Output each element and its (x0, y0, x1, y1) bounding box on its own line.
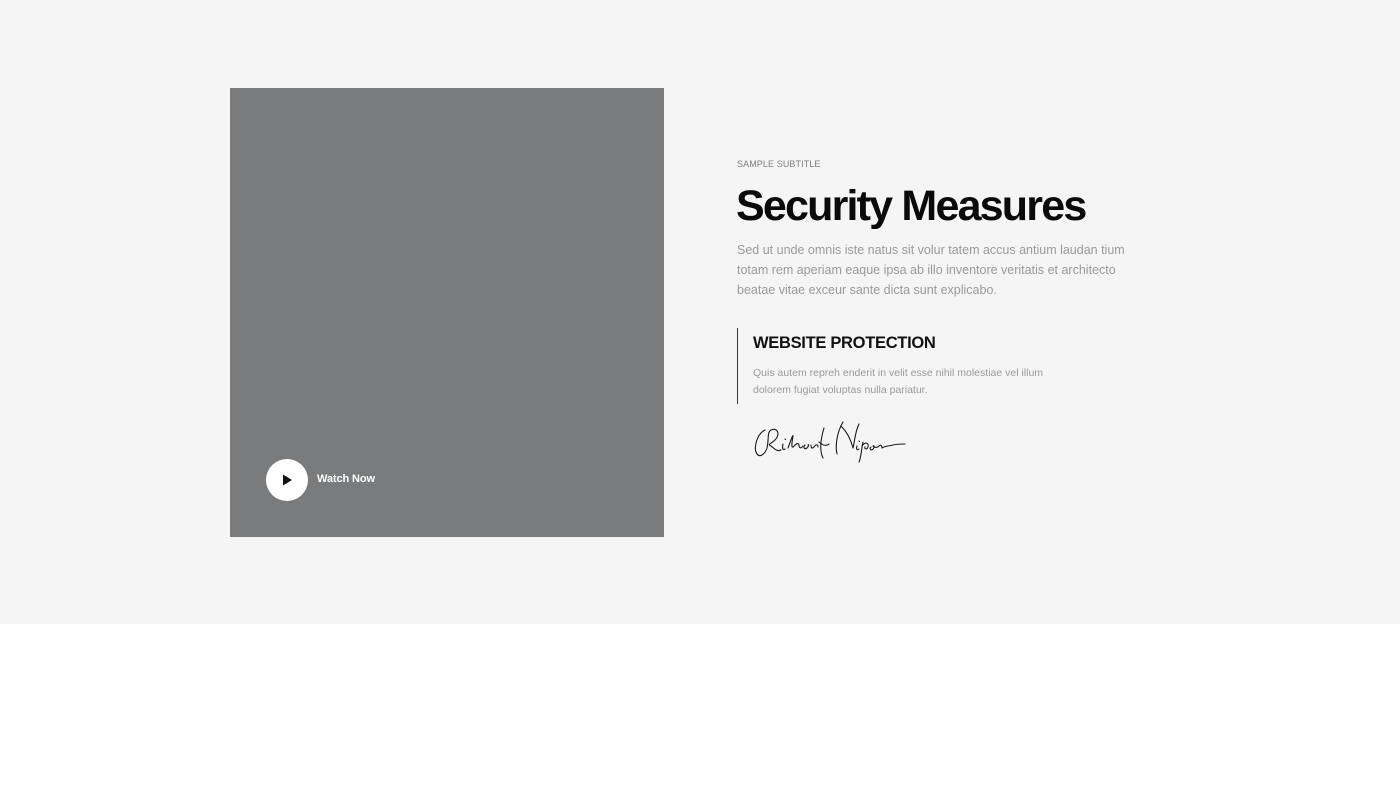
section-subtitle: SAMPLE SUBTITLE (737, 159, 821, 169)
section-title: Security Measures (736, 182, 1086, 230)
signature-image (751, 418, 911, 468)
play-icon (280, 473, 294, 487)
feature-block (737, 328, 1068, 404)
video-thumbnail[interactable] (230, 88, 664, 537)
feature-text: Quis autem repreh enderit in velit esse nihil molestiae vel illum dolorem fugiat voluptas nulla pariatur. (753, 367, 1044, 396)
watch-now-link[interactable]: Watch Now (317, 473, 375, 485)
play-button[interactable] (266, 459, 308, 501)
section-description: Sed ut unde omnis iste natus sit volur tatem accus antium laudan tium totam rem aperiam eaque ipsa ab illo inventore veritatis et architecto beatae vitae exceur sante dicta sunt explicabo. (737, 243, 1125, 297)
feature-title: WEBSITE PROTECTION (753, 334, 936, 352)
